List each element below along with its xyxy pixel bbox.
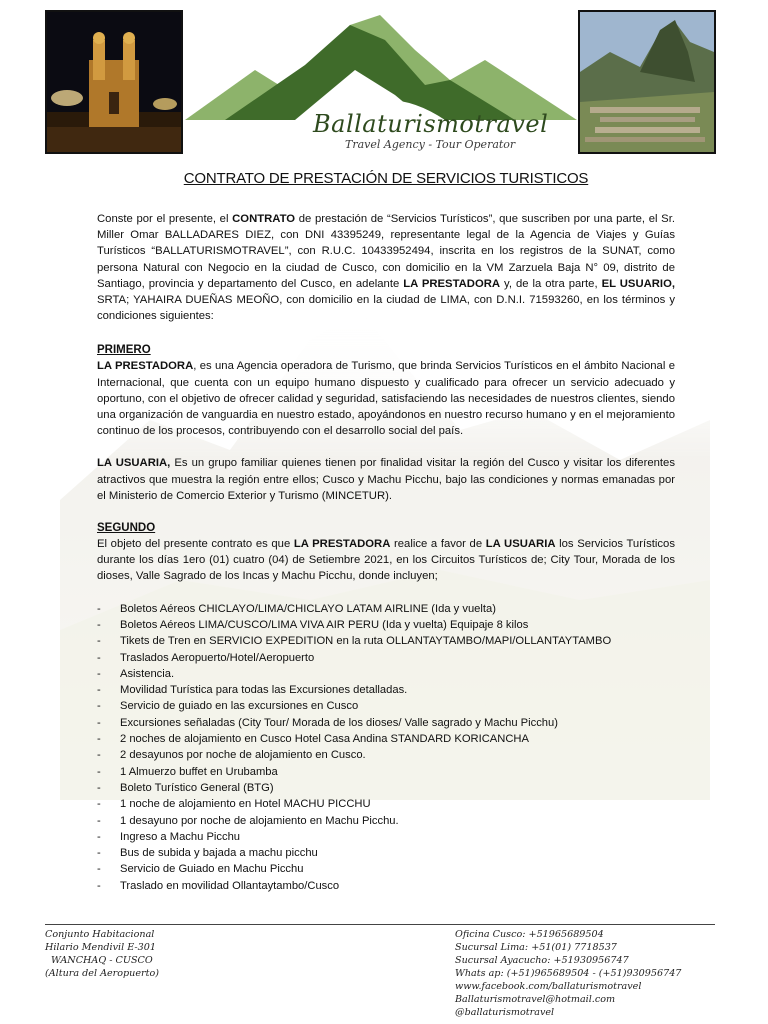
footer-divider bbox=[45, 924, 715, 925]
footer-contact-line: Sucursal Lima: +51(01) 7718537 bbox=[455, 942, 617, 953]
footer-contact-line: Whats ap: (+51)965689504 - (+51)930956747 bbox=[455, 968, 682, 979]
service-item: - Movilidad Turística para todas las Excursiones detalladas. bbox=[97, 682, 675, 698]
footer-social-handle[interactable]: @ballaturismotravel bbox=[455, 1007, 555, 1018]
intro-run: Conste por el presente, el bbox=[97, 213, 233, 225]
service-item: - Ingreso a Machu Picchu bbox=[97, 829, 675, 845]
intro-run: LA PRESTADORA bbox=[403, 277, 501, 290]
service-item: - 2 noches de alojamiento en Cusco Hotel Casa Andina STANDARD KORICANCHA bbox=[97, 731, 675, 747]
intro-run: EL USUARIO, bbox=[601, 277, 675, 290]
cathedral-night-photo bbox=[45, 10, 183, 154]
footer-contact-line: Sucursal Ayacucho: +51930956747 bbox=[455, 955, 629, 966]
intro-run: de prestación de “Servicios Turísticos”, que suscriben por una parte, el Sr. Miller Omar BALLADARES DIEZ, con DNI 43395249, representante legal de la Agencia de Viajes y Guías Turísticos “BALLATURISMOTRAVEL”, con R.U.C. 10433952494, inscrita en los registros de la SUNAT, como persona Natural con Negocio en la ciudad de Cusco, con domicilio en la VM Zarzuela Baja N° 09, distrito de Santiago, provincia y departamento del Cusco, en adelante bbox=[97, 213, 675, 290]
service-item: - Traslados Aeropuerto/Hotel/Aeropuerto bbox=[97, 650, 675, 666]
service-item: - Excursiones señaladas (City Tour/ Morada de los dioses/ Valle sagrado y Machu Picchu) bbox=[97, 715, 675, 731]
service-item: - Boletos Aéreos CHICLAYO/LIMA/CHICLAYO LATAM AIRLINE (Ida y vuelta) bbox=[97, 601, 675, 617]
service-item: - Asistencia. bbox=[97, 666, 675, 682]
intro-paragraph bbox=[97, 211, 675, 324]
service-item: - Boleto Turístico General (BTG) bbox=[97, 780, 675, 796]
service-item: - Servicio de Guiado en Machu Picchu bbox=[97, 861, 675, 877]
machu-picchu-photo bbox=[578, 10, 716, 154]
service-item: - Traslado en movilidad Ollantaytambo/Cusco bbox=[97, 878, 675, 894]
primero-p2-bold: LA USUARIA, bbox=[97, 457, 171, 470]
primero-p1-text: , es una Agencia operadora de Turismo, que brinda Servicios Turísticos en el ámbito Nacional e Internacional, que cuenta con un equipo humano dispuesto y cualificado para ofrecer un servicio adecuado y oportuno, con el objetivo de ofrecer calidad y seguridad, satisfaciendo las necesidades de nuestros clientes, siendo una organización de vanguardia en nuestro estado, apoyándonos en nuestro recurso humano y en el mejoramiento continuo de los procesos, contribuyendo con el desarrollo social del país. bbox=[97, 360, 675, 438]
segundo-run: LA USUARIA bbox=[485, 538, 556, 551]
intro-run: CONTRATO bbox=[232, 213, 296, 225]
footer-facebook-link[interactable]: www.facebook.com/ballaturismotravel bbox=[455, 981, 642, 992]
service-item: - Boletos Aéreos LIMA/CUSCO/LIMA VIVA AIR PERU (Ida y vuelta) Equipaje 8 kilos bbox=[97, 617, 675, 633]
service-item: - 2 desayunos por noche de alojamiento en Cusco. bbox=[97, 747, 675, 763]
intro-run: y, de la otra parte, bbox=[500, 277, 602, 290]
brand-logo bbox=[185, 10, 577, 160]
service-item: - Servicio de guiado en las excursiones en Cusco bbox=[97, 698, 675, 714]
service-item: - Tikets de Tren en SERVICIO EXPEDITION en la ruta OLLANTAYTAMBO/MAPI/OLLANTAYTAMBO bbox=[97, 633, 675, 649]
service-item: - 1 Almuerzo buffet en Urubamba bbox=[97, 764, 675, 780]
segundo-run: LA PRESTADORA bbox=[293, 538, 391, 551]
segundo-paragraph bbox=[97, 536, 675, 585]
primero-paragraph-2 bbox=[97, 455, 675, 504]
section-heading-segundo: SEGUNDO bbox=[97, 522, 156, 535]
footer-contacts bbox=[455, 928, 681, 1019]
mountain-logo-icon bbox=[185, 10, 577, 120]
footer-address-line: (Altura del Aeropuerto) bbox=[45, 968, 159, 979]
footer-address-line: WANCHAQ - CUSCO bbox=[51, 955, 153, 966]
contract-title: CONTRATO DE PRESTACIÓN DE SERVICIOS TURISTICOS bbox=[183, 170, 589, 187]
primero-p2-text: Es un grupo familiar quienes tienen por finalidad visitar la región del Cusco y visitar los diferentes atractivos que muestra la región entre ellos; Cusco y Machu Picchu, bajo las condiciones y normas emanadas por el Ministerio de Comercio Exterior y Turismo (MINCETUR). bbox=[97, 457, 675, 502]
brand-tagline: Travel Agency - Tour Operator bbox=[345, 138, 516, 151]
footer-email-link[interactable]: Ballaturismotravel@hotmail.com bbox=[455, 994, 616, 1005]
footer-address bbox=[45, 928, 159, 980]
segundo-run: los Servicios Turísticos durante los días 1ero (01) cuatro (04) de Setiembre 2021, en los Circuitos Turísticos de; City Tour, Morada de los dioses, Valle Sagrado de los Incas y Machu Picchu, donde incluyen; bbox=[97, 538, 675, 583]
section-heading-primero: PRIMERO bbox=[97, 344, 151, 357]
footer-address-line: Conjunto Habitacional bbox=[45, 929, 155, 940]
footer-contact-line: Oficina Cusco: +51965689504 bbox=[455, 929, 604, 940]
primero-paragraph-1 bbox=[97, 358, 675, 439]
services-list bbox=[97, 601, 675, 894]
intro-run: SRTA; YAHAIRA DUEÑAS MEOÑO, con domicilio en la ciudad de LIMA, con D.N.I. 71593260, en los términos y condiciones siguientes: bbox=[97, 294, 675, 323]
footer-address-line: Hilario Mendivil E-301 bbox=[45, 942, 156, 953]
letterhead bbox=[0, 10, 768, 160]
service-item: - Bus de subida y bajada a machu picchu bbox=[97, 845, 675, 861]
segundo-run: realice a favor de bbox=[390, 538, 486, 551]
brand-name: Ballaturismotravel bbox=[313, 110, 549, 138]
primero-p1-bold: LA PRESTADORA bbox=[97, 360, 194, 373]
segundo-run: El objeto del presente contrato es que bbox=[97, 538, 294, 551]
contract-body bbox=[97, 170, 675, 894]
service-item: - 1 noche de alojamiento en Hotel MACHU PICCHU bbox=[97, 796, 675, 812]
service-item: - 1 desayuno por noche de alojamiento en Machu Picchu. bbox=[97, 813, 675, 829]
